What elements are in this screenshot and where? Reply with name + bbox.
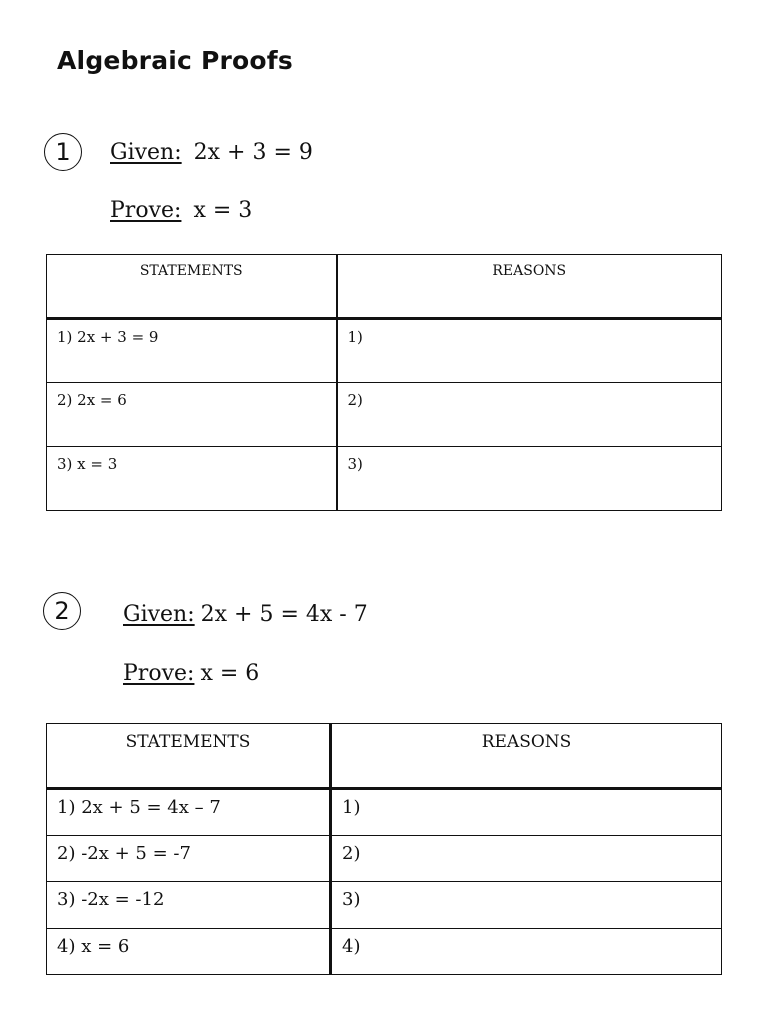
table-row — [47, 447, 722, 511]
table-header-row — [47, 255, 722, 319]
prove-label: Prove: — [123, 661, 195, 686]
statement-cell: 3) -2x = -12 — [47, 882, 331, 929]
reason-cell[interactable]: 2) — [337, 383, 722, 447]
prove-equation: x = 6 — [200, 661, 260, 686]
reason-cell[interactable]: 4) — [331, 928, 722, 975]
statement-cell: 1) 2x + 5 = 4x – 7 — [47, 789, 331, 836]
reason-cell[interactable]: 3) — [337, 447, 722, 511]
table-row — [47, 383, 722, 447]
given-label: Given: — [110, 140, 182, 165]
reasons-header: REASONS — [337, 255, 722, 319]
prove-label: Prove: — [110, 198, 182, 223]
table-row — [47, 928, 722, 975]
given-label: Given: — [123, 602, 195, 627]
reason-cell[interactable]: 3) — [331, 882, 722, 929]
given-line — [110, 140, 313, 165]
statements-header: STATEMENTS — [47, 255, 337, 319]
given-equation: 2x + 5 = 4x - 7 — [200, 602, 368, 627]
problem-number-badge — [43, 592, 81, 630]
statement-cell: 3) x = 3 — [47, 447, 337, 511]
reason-cell[interactable]: 1) — [337, 319, 722, 383]
table-row — [47, 319, 722, 383]
statements-header: STATEMENTS — [47, 724, 331, 789]
prove-line — [123, 661, 259, 686]
table-row — [47, 835, 722, 882]
statement-cell: 4) x = 6 — [47, 928, 331, 975]
statement-cell: 1) 2x + 3 = 9 — [47, 319, 337, 383]
proof-table — [46, 254, 722, 511]
reason-cell[interactable]: 1) — [331, 789, 722, 836]
proof-table — [46, 723, 722, 975]
prove-equation: x = 3 — [193, 198, 253, 223]
table-header-row — [47, 724, 722, 789]
problem-number: 1 — [55, 138, 71, 166]
prove-line — [110, 198, 252, 223]
table-row — [47, 789, 722, 836]
table-row — [47, 882, 722, 929]
reasons-header: REASONS — [331, 724, 722, 789]
statement-cell: 2) -2x + 5 = -7 — [47, 835, 331, 882]
reason-cell[interactable]: 2) — [331, 835, 722, 882]
page-title: Algebraic Proofs — [57, 46, 293, 75]
problem-number-badge — [44, 133, 82, 171]
problem-number: 2 — [54, 597, 70, 625]
given-equation: 2x + 3 = 9 — [193, 140, 313, 165]
given-line — [123, 602, 368, 627]
statement-cell: 2) 2x = 6 — [47, 383, 337, 447]
